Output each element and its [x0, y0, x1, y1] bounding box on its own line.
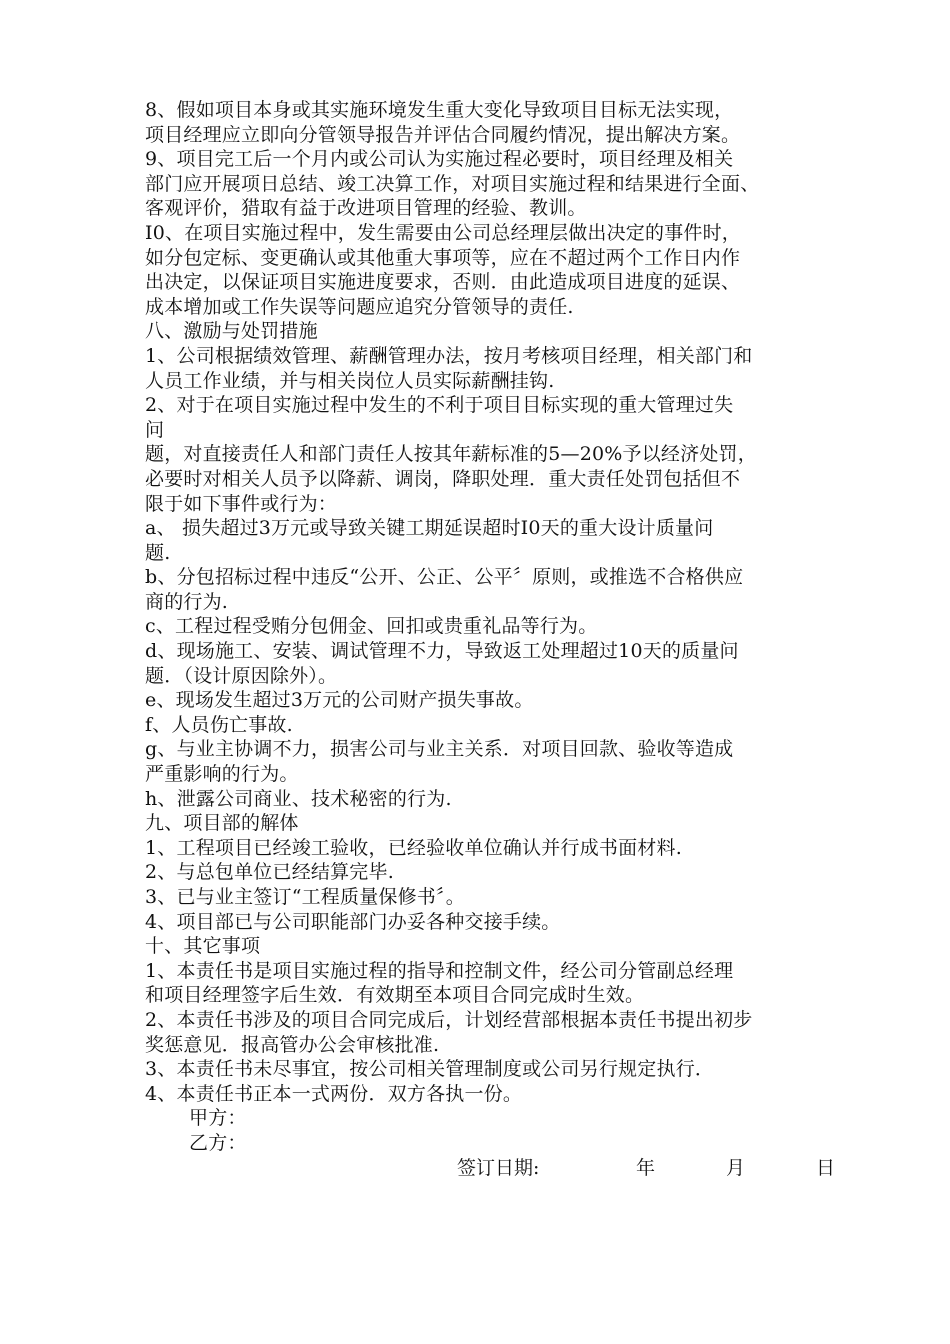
text-line: I0、在项目实施过程中，发生需要由公司总经理层做出决定的事件时，: [145, 221, 741, 244]
text-line: 1、本责任书是项目实施过程的指导和控制文件，经公司分管副总经理: [145, 959, 734, 982]
text-line: 项目经理应立即向分管领导报告并评估合同履约情况，提出解决方案。: [145, 123, 741, 146]
text-line: 九、项目部的解体: [145, 812, 299, 835]
text-line: 和项目经理签字后生效．有效期至本项目合同完成时生效。: [145, 984, 645, 1007]
text-line: 题.: [145, 541, 171, 564]
text-line: 限于如下事件或行为：: [145, 492, 338, 515]
text-line: a、 损失超过3万元或导致关键工期延误超时I0天的重大设计质量问: [145, 517, 714, 540]
text-line: 题，对直接责任人和部门责任人按其年薪标准的5—20%予以经济处罚，: [145, 443, 757, 466]
text-line: 十、其它事项: [145, 935, 261, 958]
text-line: 客观评价，猎取有益于改进项目管理的经验、教训。: [145, 197, 587, 220]
text-line: e、现场发生超过3万元的公司财产损失事故。: [145, 689, 534, 712]
sign-date-row: [145, 1156, 845, 1181]
document-body: [145, 98, 845, 1180]
text-line: 人员工作业绩，并与相关岗位人员实际薪酬挂钩.: [145, 369, 555, 392]
text-line: 1、公司根据绩效管理、薪酬管理办法，按月考核项目经理，相关部门和: [145, 344, 753, 367]
text-line: 部门应开展项日总结、竣工决算工作，对项目实施过程和结果进行全面、: [145, 172, 760, 195]
sign-date-label: 签订日期:: [457, 1156, 540, 1179]
party-a-label: 甲方：: [189, 1107, 247, 1130]
day-label: 日: [816, 1156, 836, 1179]
text-line: 八、激励与处罚措施: [145, 320, 318, 343]
text-line: 必要时对相关人员予以降薪、调岗，降职处理．重大责任处罚包括但不: [145, 467, 741, 490]
document-text: [145, 98, 845, 1106]
text-line: 问: [145, 418, 165, 441]
text-line: b、分包招标过程中违反“公开、公正、公平〞原则，或推选不合格供应: [145, 566, 744, 589]
text-line: 3、已与业主签订“工程质量保修书〞。: [145, 886, 465, 908]
text-line: 成本增加或工作失误等问题应追究分管领导的责任.: [145, 295, 574, 318]
text-line: g、与业主协调不力，损害公司与业主关系．对项目回款、验收等造成: [145, 738, 734, 761]
text-line: 4、项目部已与公司职能部门办妥各种交接手续。: [145, 910, 561, 933]
text-line: f、人员伤亡事故.: [145, 713, 293, 736]
party-b-label: 乙方：: [189, 1131, 247, 1154]
text-line: c、工程过程受贿分包佣金、回扣或贵重礼品等行为。: [145, 615, 598, 638]
text-line: 4、本责任书正本一式两份．双方各执一份。: [145, 1082, 523, 1105]
text-line: h、泄露公司商业、技术秘密的行为.: [145, 787, 452, 810]
text-line: 2、与总包单位已经结算完毕.: [145, 861, 394, 884]
text-line: 2、对于在项目实施过程中发生的不利于项目目标实现的重大管理过失: [145, 394, 734, 417]
text-line: 如分包定标、变更确认或其他重大事项等，应在不超过两个工作日内作: [145, 246, 741, 269]
text-line: 9、项目完工后一个月内或公司认为实施过程必要时，项目经理及相关: [145, 148, 734, 171]
text-line: 8、假如项目本身或其实施环境发生重大变化导致项目目标无法实现，: [145, 99, 734, 121]
text-line: 出决定，以保证项目实施进度要求，否则．由此造成项目进度的延误、: [145, 271, 741, 294]
text-line: 3、本责任书未尽事宜，按公司相关管理制度或公司另行规定执行．: [145, 1058, 715, 1081]
text-line: d、现场施工、安装、调试管理不力，导致返工处理超过10天的质量问: [145, 640, 739, 663]
year-label: 年: [636, 1156, 656, 1179]
text-line: 严重影响的行为。: [145, 763, 299, 786]
text-line: 商的行为.: [145, 590, 229, 613]
text-line: 2、本责任书涉及的项目合同完成后，计划经营部根据本责任书提出初步: [145, 1008, 753, 1031]
month-label: 月: [726, 1156, 746, 1179]
text-line: 题．（设计原因除外）。: [145, 664, 338, 687]
text-line: 1、工程项目已经竣工验收，已经验收单位确认并行成书面材料.: [145, 836, 682, 859]
text-line: 奖惩意见．报高管办公会审核批准.: [145, 1033, 440, 1056]
